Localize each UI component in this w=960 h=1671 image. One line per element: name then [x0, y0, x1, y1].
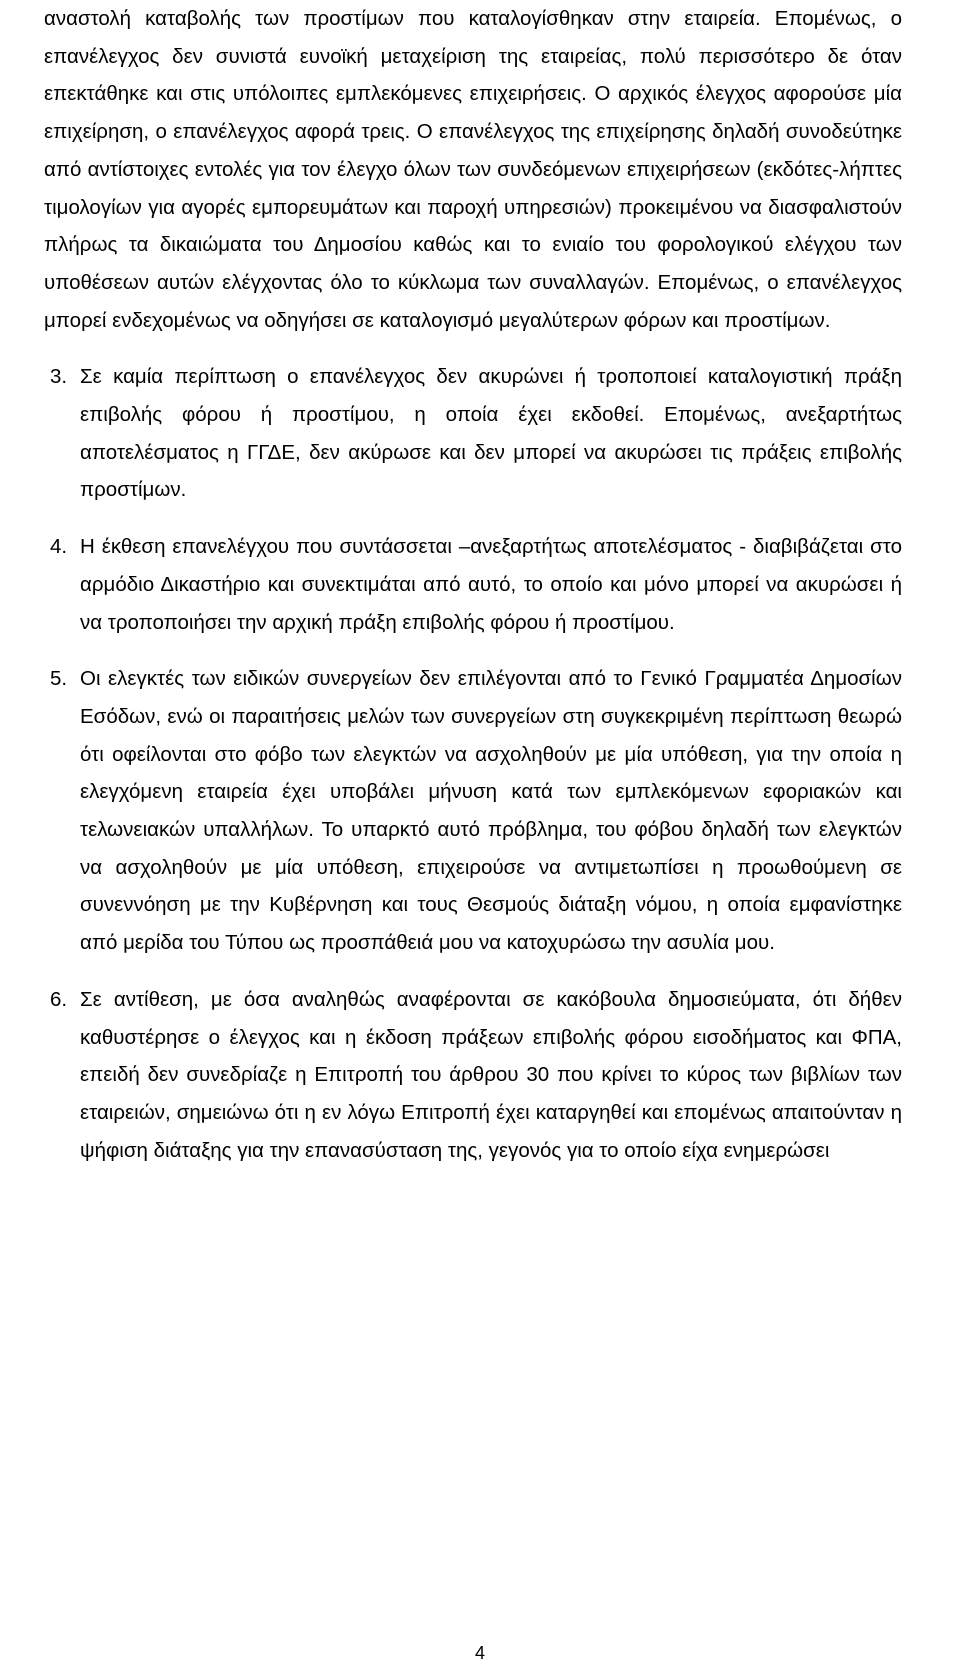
list-item-5	[44, 660, 902, 962]
item-number: 5.	[50, 667, 68, 691]
page-number: 4	[474, 1643, 485, 1663]
item-number: 4.	[50, 535, 68, 559]
intro-paragraph: αναστολή καταβολής των προστίμων που καταλογίσθηκαν στην εταιρεία. Επομένως, ο επανέλεγχος δεν συνιστά ευνοϊκή μεταχείριση της εταιρείας, πολύ περισσότερο δε όταν επεκτάθηκε και στις υπόλοιπες εμπλεκόμενες επιχειρήσεις. Ο αρχικός έλεγχος αφορούσε μία επιχείρηση, ο επανέλεγχος αφορά τρεις. Ο επανέλεγχος της επιχείρησης δηλαδή συνοδεύτηκε από αντίστοιχες εντολές για τον έλεγχο όλων των συνδεόμενων επιχειρήσεων (εκδότες-λήπτες τιμολογίων για αγορές εμπορευμάτων και παροχή υπηρεσιών) προκειμένου να διασφαλιστούν πλήρως τα δικαιώματα του Δημοσίου καθώς και το ενιαίο του φορολογικού ελέγχου των υποθέσεων αυτών ελέγχοντας όλο το κύκλωμα των συναλλαγών. Επομένως, ο επανέλεγχος μπορεί ενδεχομένως να οδηγήσει σε καταλογισμό μεγαλύτερων φόρων και προστίμων.	[44, 7, 902, 332]
list-item-4	[44, 528, 902, 641]
list-item-3	[44, 358, 902, 509]
item-text: Σε αντίθεση, με όσα αναληθώς αναφέρονται σε κακόβουλα δημοσιεύματα, ότι δήθεν καθυστέρησε ο έλεγχος και η έκδοση πράξεων επιβολής φόρου εισοδήματος και ΦΠΑ, επειδή δεν συνεδρίαζε η Επιτροπή του άρθρου 30 που κρίνει το κύρος των βιβλίων των εταιρειών, σημειώνω ότι η εν λόγω Επιτροπή έχει καταργηθεί και επομένως απαιτούνταν η ψήφιση διάταξης για την επανασύσταση της, γεγονός για το οποίο είχα ενημερώσει	[80, 987, 902, 1162]
item-number: 6.	[50, 987, 68, 1011]
item-number: 3.	[50, 365, 68, 389]
item-text: Σε καμία περίπτωση ο επανέλεγχος δεν ακυρώνει ή τροποποιεί καταλογιστική πράξη επιβολής φόρου ή προστίμου, η οποία έχει εκδοθεί. Επομένως, ανεξαρτήτως αποτελέσματος η ΓΓΔΕ, δεν ακύρωσε και δεν μπορεί να ακυρώσει τις πράξεις επιβολής προστίμων.	[80, 365, 902, 502]
item-text: Η έκθεση επανελέγχου που συντάσσεται –ανεξαρτήτως αποτελέσματος - διαβιβάζεται στο αρμόδιο Δικαστήριο και συνεκτιμάται από αυτό, το οποίο και μόνο μπορεί να ακυρώσει ή να τροποποιήσει την αρχική πράξη επιβολής φόρου ή προστίμου.	[80, 535, 902, 634]
item-text: Οι ελεγκτές των ειδικών συνεργείων δεν επιλέγονται από το Γενικό Γραμματέα Δημοσίων Εσόδων, ενώ οι παραιτήσεις μελών των συνεργείων στη συγκεκριμένη περίπτωση θεωρώ ότι οφείλονται στο φόβο των ελεγκτών να ασχοληθούν με μία υπόθεση, για την οποία η ελεγχόμενη εταιρεία έχει υποβάλει μήνυση κατά των εμπλεκόμενων εφοριακών και τελωνειακών υπαλλήλων. Το υπαρκτό αυτό πρόβλημα, του φόβου δηλαδή των ελεγκτών να ασχοληθούν με μία υπόθεση, επιχειρούσε να αντιμετωπίσει η προωθούμενη σε συνεννόηση με την Κυβέρνηση και τους Θεσμούς διάταξη νόμου, η οποία εμφανίστηκε από μερίδα του Τύπου ως προσπάθειά μου να κατοχυρώσω την ασυλία μου.	[80, 667, 902, 955]
list-item-6	[44, 981, 902, 1170]
